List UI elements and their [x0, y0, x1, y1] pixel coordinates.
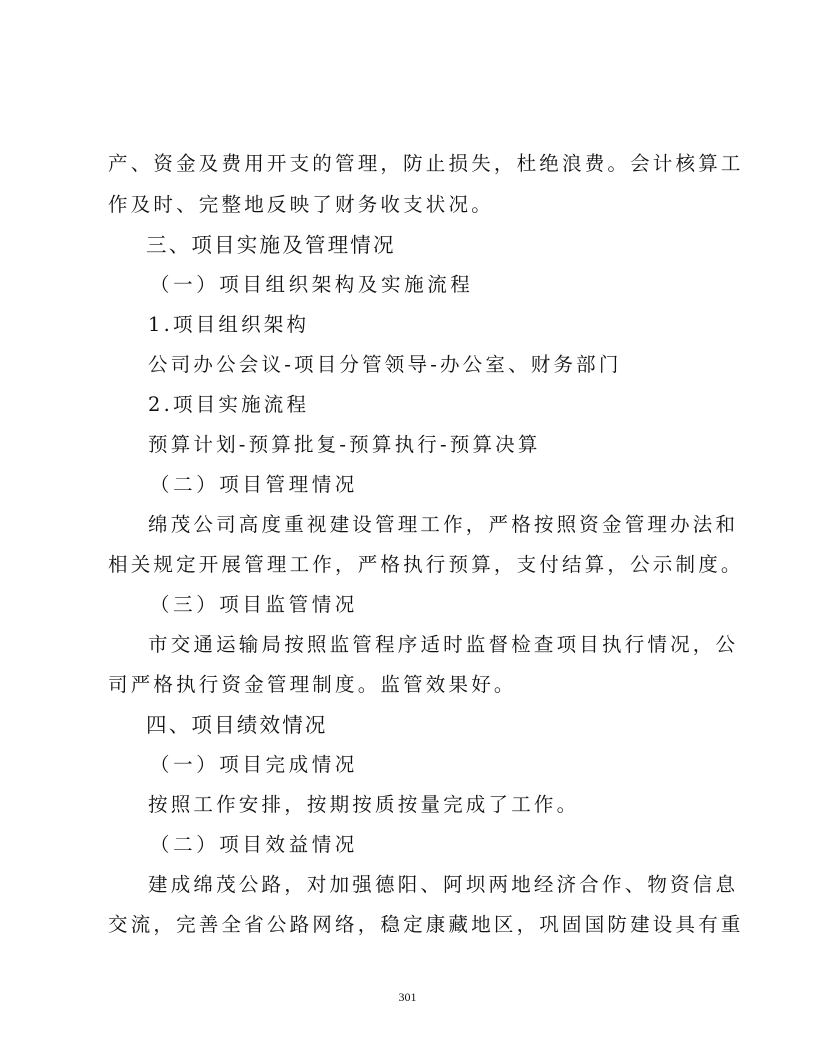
item-heading: 1.项目组织架构 — [148, 313, 310, 336]
paragraph-line: 预算计划-预算批复-预算执行-预算决算 — [148, 433, 541, 456]
subsection-heading: （二）项目效益情况 — [150, 833, 358, 856]
subsection-heading: （一）项目完成情况 — [150, 753, 358, 776]
paragraph-line: 司严格执行资金管理制度。监管效果好。 — [108, 673, 517, 696]
paragraph-line: 建成绵茂公路，对加强德阳、阿坝两地经济合作、物资信息 — [148, 873, 739, 896]
paragraph-line: 相关规定开展管理工作，严格执行预算，支付结算，公示制度。 — [108, 553, 744, 576]
paragraph-line: 作及时、完整地反映了财务收支状况。 — [108, 193, 494, 216]
subsection-heading: （二）项目管理情况 — [150, 473, 358, 496]
section-heading: 三、项目实施及管理情况 — [146, 233, 396, 257]
page-number: 301 — [398, 990, 417, 1004]
subsection-heading: （一）项目组织架构及实施流程 — [150, 273, 474, 296]
paragraph-line: 公司办公会议-项目分管领导-办公室、财务部门 — [148, 353, 622, 376]
paragraph-line: 按照工作安排，按期按质按量完成了工作。 — [148, 793, 580, 816]
paragraph-line: 产、资金及费用开支的管理，防止损失，杜绝浪费。会计核算工 — [108, 152, 744, 175]
subsection-heading: （三）项目监管情况 — [150, 593, 358, 616]
paragraph-line: 绵茂公司高度重视建设管理工作，严格按照资金管理办法和 — [148, 513, 739, 536]
section-heading: 四、项目绩效情况 — [146, 713, 328, 737]
paragraph-line: 市交通运输局按照监管程序适时监督检查项目执行情况，公 — [148, 633, 739, 656]
paragraph-line: 交流，完善全省公路网络，稳定康藏地区，巩固国防建设具有重 — [108, 913, 744, 936]
item-heading: 2.项目实施流程 — [148, 393, 310, 416]
